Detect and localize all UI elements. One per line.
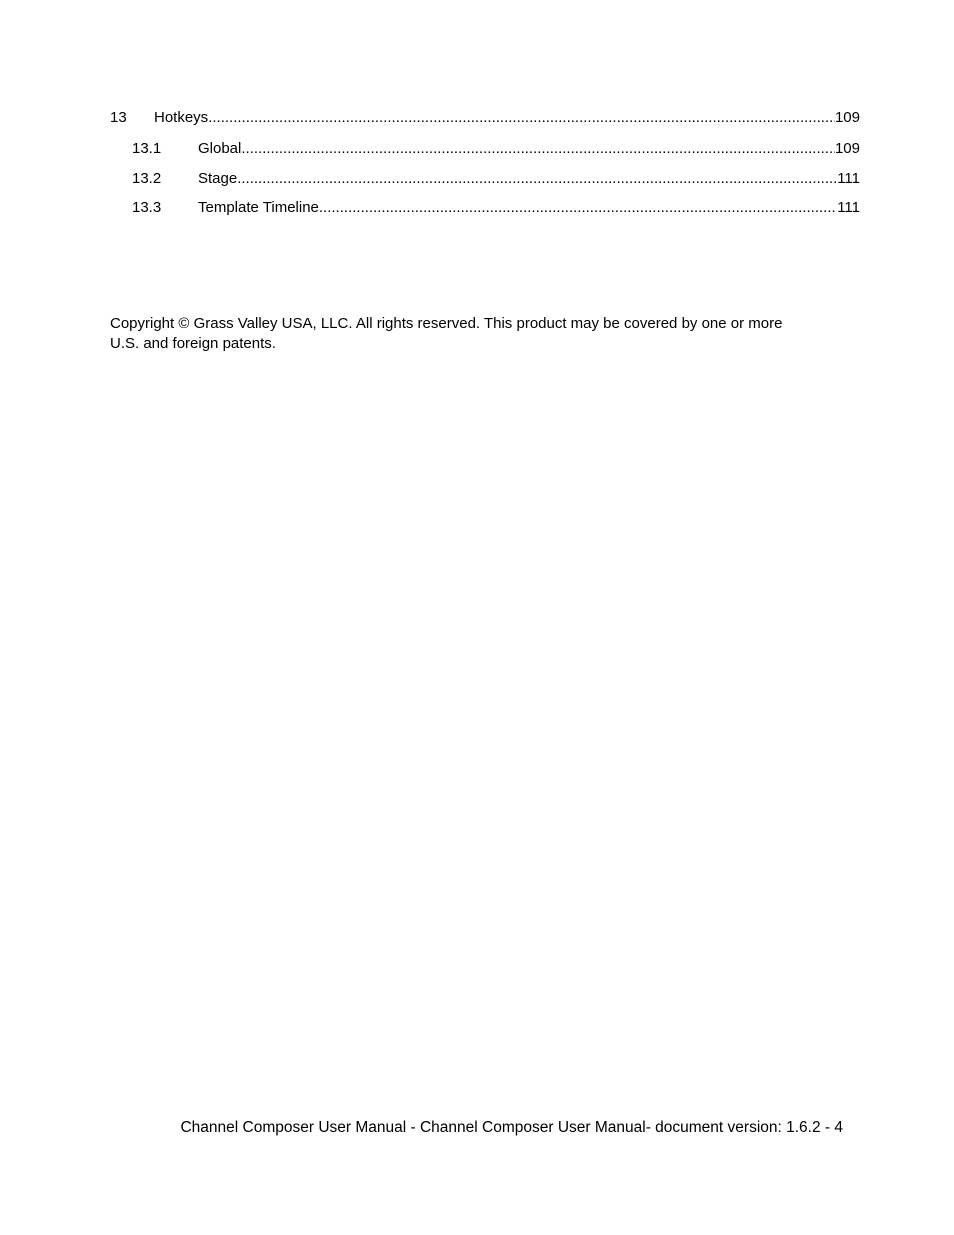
toc-entry-page: 109 [834,109,860,126]
toc-leader-dots [208,108,835,128]
toc-entry-number: 13 [110,109,127,126]
copyright-line-1: Copyright © Grass Valley USA, LLC. All rights reserved. This product may be covered by one or more [110,315,783,332]
toc-entry-page: 111 [837,199,860,216]
toc-entry-stage[interactable] [132,169,860,189]
toc-entry-title: Template Timeline [198,199,319,216]
toc-entry-number: 13.3 [132,199,162,216]
toc-entry-number: 13.1 [132,140,162,157]
toc-entry-link[interactable] [154,108,860,128]
toc-leader-dots [319,198,837,218]
toc-leader-dots [237,169,837,189]
toc-entry-title: Hotkeys [154,109,209,126]
toc-leader-dots [241,139,835,159]
toc-entry-link[interactable] [198,169,860,189]
page-footer: Channel Composer User Manual - Channel Composer User Manual- document version: 1.6.2 - 4 [180,1119,843,1136]
toc-entry-link[interactable] [198,198,860,218]
toc-entry-title: Global [198,140,242,157]
copyright-notice [110,314,850,354]
toc-entry-hotkeys[interactable] [110,108,860,128]
toc-entry-template-timeline[interactable] [132,198,860,218]
toc-entry-page: 109 [834,140,860,157]
toc-entry-global[interactable] [132,139,860,159]
toc-entry-page: 111 [837,169,860,187]
toc-entry-link[interactable] [198,139,860,159]
copyright-line-2: U.S. and foreign patents. [110,335,276,352]
toc-entry-title: Stage [198,169,238,187]
table-of-contents [110,108,860,228]
toc-entry-number: 13.2 [132,169,162,187]
